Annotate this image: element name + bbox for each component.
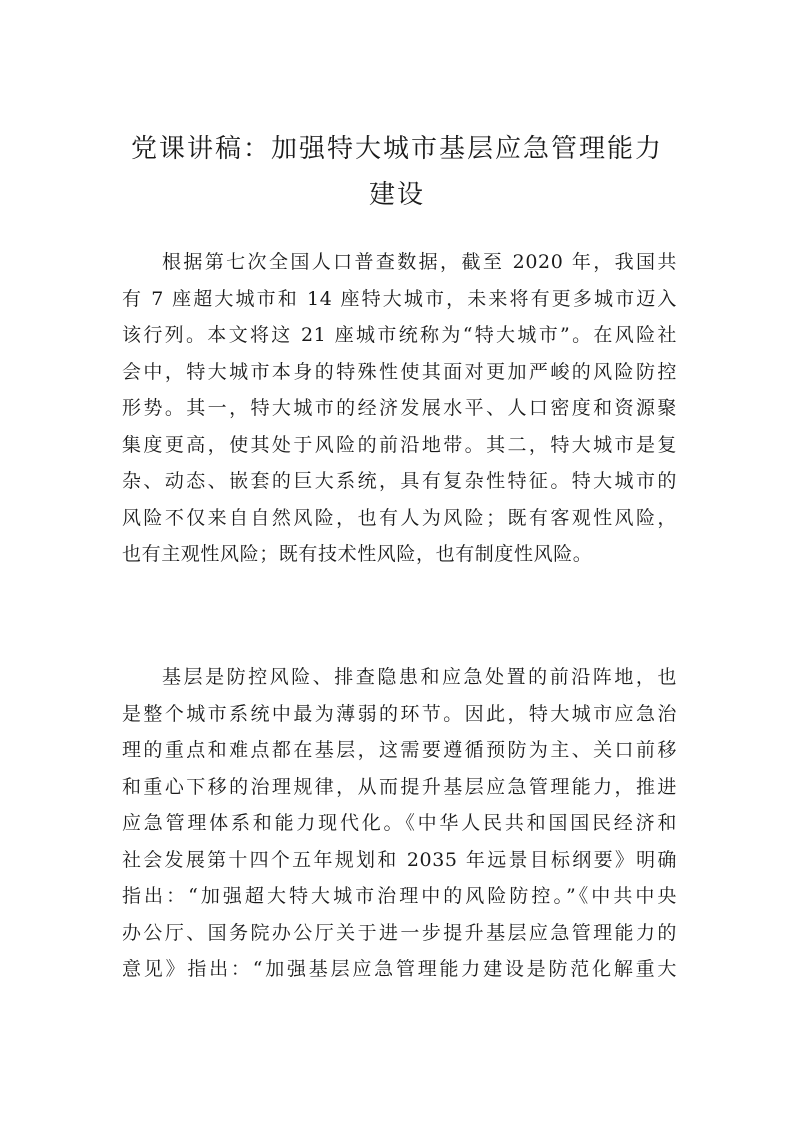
- paragraph-line: 应急管理体系和能力现代化。《中华人民共和国国民经济和: [122, 812, 677, 834]
- title-line-2: 建设: [368, 180, 425, 210]
- paragraph-line: 根据第七次全国人口普查数据，截至 2020 年，我国共: [162, 251, 677, 273]
- paragraph-line: 该行列。本文将这 21 座城市统称为“特大城市”。在风险社: [122, 324, 677, 346]
- paragraph-line: 风险不仅来自自然风险，也有人为风险；既有客观性风险，: [122, 506, 677, 529]
- paragraph-line: 有 7 座超大城市和 14 座特大城市，未来将有更多城市迈入: [122, 287, 677, 310]
- paragraph-line: 基层是防控风险、排查隐患和应急处置的前沿阵地，也: [162, 666, 677, 688]
- title-line-1: 党课讲稿：加强特大城市基层应急管理能力: [130, 134, 663, 164]
- paragraph-1: [122, 244, 677, 573]
- paragraph-line: 社会发展第十四个五年规划和 2035 年远景目标纲要》明确: [122, 848, 677, 871]
- paragraph-line: 指出：“加强超大特大城市治理中的风险防控。”《中共中央: [122, 885, 677, 907]
- paragraph-line: 办公厅、国务院办公厅关于进一步提升基层应急管理能力的: [122, 921, 677, 944]
- paragraph-line: 形势。其一，特大城市的经济发展水平、人口密度和资源聚: [122, 397, 677, 419]
- paragraph-2: [122, 659, 677, 988]
- paragraph-line: 也有主观性风险；既有技术性风险，也有制度性风险。: [122, 543, 593, 565]
- paragraph-line: 意见》指出：“加强基层应急管理能力建设是防范化解重大: [122, 958, 677, 980]
- paragraph-line: 会中，特大城市本身的特殊性使其面对更加严峻的风险防控: [122, 360, 677, 383]
- document-title: [115, 126, 679, 218]
- paragraph-line: 是整个城市系统中最为薄弱的环节。因此，特大城市应急治: [122, 702, 677, 725]
- paragraph-line: 和重心下移的治理规律，从而提升基层应急管理能力，推进: [122, 775, 677, 798]
- paragraph-line: 杂、动态、嵌套的巨大系统，具有复杂性特征。特大城市的: [122, 470, 677, 492]
- paragraph-line: 集度更高，使其处于风险的前沿地带。其二，特大城市是复: [122, 433, 677, 456]
- paragraph-line: 理的重点和难点都在基层，这需要遵循预防为主、关口前移: [122, 739, 677, 761]
